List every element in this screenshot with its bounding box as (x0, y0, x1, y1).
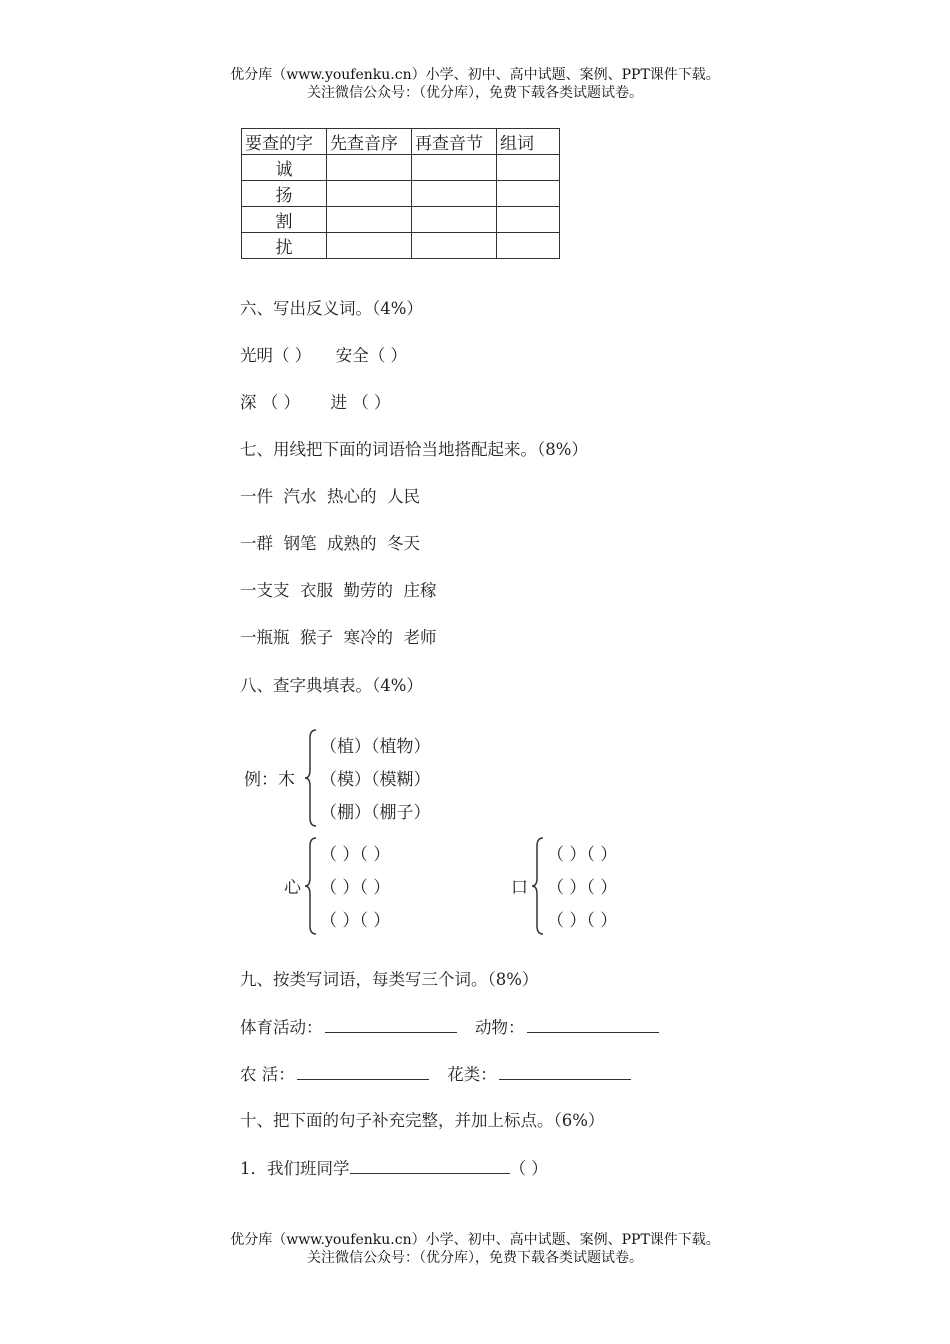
table-row (242, 207, 560, 233)
match-word: 热心的 (327, 487, 377, 506)
animals-answer-blank[interactable] (527, 1016, 659, 1033)
antonym-item: 安全（ ） (335, 346, 407, 365)
section-7-title: 七、用线把下面的词语恰当地搭配起来。（8%） (240, 440, 588, 459)
sentence-1 (240, 1157, 548, 1180)
match-row (240, 533, 420, 555)
mouth-root: 口 (511, 878, 528, 898)
col-header-char: 要查的字 (242, 129, 327, 155)
mouth-row[interactable]: （ ）（ ） (547, 845, 618, 865)
answer-cell[interactable] (497, 233, 560, 259)
match-word: 庄稼 (403, 581, 437, 600)
match-word: 冬天 (387, 534, 420, 553)
example-root: 例：木 (244, 770, 295, 790)
match-word: 成熟的 (327, 534, 377, 553)
category-row-2 (240, 1063, 633, 1086)
lookup-char: 扬 (242, 181, 327, 207)
heart-radical-group (284, 836, 464, 936)
answer-cell[interactable] (327, 233, 412, 259)
category-label: 花类： (447, 1065, 497, 1084)
example-row: （模）（模糊） (320, 770, 431, 790)
sentence-answer-blank[interactable] (350, 1157, 510, 1174)
match-word: 钢笔 (283, 534, 317, 553)
left-brace-icon (304, 836, 318, 936)
page-footer (0, 1231, 950, 1267)
match-row (240, 486, 420, 508)
example-row: （植）（植物） (320, 737, 431, 757)
farm-work-answer-blank[interactable] (297, 1063, 429, 1080)
table-row (242, 181, 560, 207)
footer-line-1: 优分库（www.youfenku.cn）小学、初中、高中试题、案例、PPT课件下载。 (230, 1232, 720, 1248)
sports-answer-blank[interactable] (325, 1016, 457, 1033)
example-row: （棚）（棚子） (320, 803, 431, 823)
match-word: 一瓶瓶 (240, 628, 290, 647)
antonym-row-1 (240, 345, 407, 367)
match-word: 一群 (240, 534, 273, 553)
mouth-row[interactable]: （ ）（ ） (547, 878, 618, 898)
col-header-word: 组词 (497, 129, 560, 155)
answer-cell[interactable] (412, 155, 497, 181)
example-group (244, 728, 464, 828)
antonym-row-2 (240, 392, 391, 414)
table-row (242, 233, 560, 259)
answer-cell[interactable] (497, 181, 560, 207)
lookup-char: 扰 (242, 233, 327, 259)
heart-root: 心 (284, 878, 301, 898)
col-header-syllable: 再查音节 (412, 129, 497, 155)
sentence-prefix: 1．我们班同学 (240, 1159, 350, 1178)
col-header-initial: 先查音序 (327, 129, 412, 155)
match-word: 勤劳的 (343, 581, 393, 600)
left-brace-icon (304, 728, 318, 828)
match-word: 老师 (403, 628, 437, 647)
category-label: 农 活： (240, 1065, 295, 1084)
lookup-table (241, 128, 560, 259)
answer-cell[interactable] (327, 155, 412, 181)
match-row (240, 627, 437, 649)
section-9-title: 九、按类写词语，每类写三个词。（8%） (240, 970, 539, 989)
lookup-char: 诚 (242, 155, 327, 181)
category-label: 动物： (475, 1018, 525, 1037)
sentence-suffix: （ ） (509, 1159, 548, 1178)
answer-cell[interactable] (497, 155, 560, 181)
answer-cell[interactable] (327, 181, 412, 207)
mouth-row[interactable]: （ ）（ ） (547, 911, 618, 931)
match-word: 一件 (240, 487, 273, 506)
footer-line-2: 关注微信公众号：（优分库），免费下载各类试题试卷。 (307, 1250, 643, 1266)
answer-cell[interactable] (497, 207, 560, 233)
header-line-2: 关注微信公众号：（优分库），免费下载各类试题试卷。 (307, 85, 643, 101)
section-6-title: 六、写出反义词。（4%） (240, 299, 423, 318)
answer-cell[interactable] (327, 207, 412, 233)
lookup-table-header-row (242, 129, 560, 155)
page-header (0, 66, 950, 102)
match-word: 寒冷的 (343, 628, 393, 647)
antonym-item: 光明（ ） (240, 346, 312, 365)
table-row (242, 155, 560, 181)
lookup-char: 割 (242, 207, 327, 233)
answer-cell[interactable] (412, 181, 497, 207)
mouth-radical-group (511, 836, 691, 936)
category-label: 体育活动： (240, 1018, 323, 1037)
category-row-1 (240, 1016, 661, 1039)
left-brace-icon (531, 836, 545, 936)
match-row (240, 580, 437, 602)
answer-cell[interactable] (412, 233, 497, 259)
heart-row[interactable]: （ ）（ ） (320, 911, 391, 931)
flowers-answer-blank[interactable] (499, 1063, 631, 1080)
header-line-1: 优分库（www.youfenku.cn）小学、初中、高中试题、案例、PPT课件下载。 (230, 67, 720, 83)
match-word: 一支支 (240, 581, 290, 600)
section-8-title: 八、查字典填表。（4%） (240, 676, 423, 695)
section-10-title: 十、把下面的句子补充完整，并加上标点。（6%） (240, 1111, 605, 1130)
heart-row[interactable]: （ ）（ ） (320, 845, 391, 865)
answer-cell[interactable] (412, 207, 497, 233)
match-word: 人民 (387, 487, 420, 506)
heart-row[interactable]: （ ）（ ） (320, 878, 391, 898)
antonym-item: 进 （ ） (330, 393, 391, 412)
match-word: 衣服 (300, 581, 333, 600)
match-word: 猴子 (300, 628, 333, 647)
antonym-item: 深 （ ） (240, 393, 300, 412)
match-word: 汽水 (283, 487, 317, 506)
